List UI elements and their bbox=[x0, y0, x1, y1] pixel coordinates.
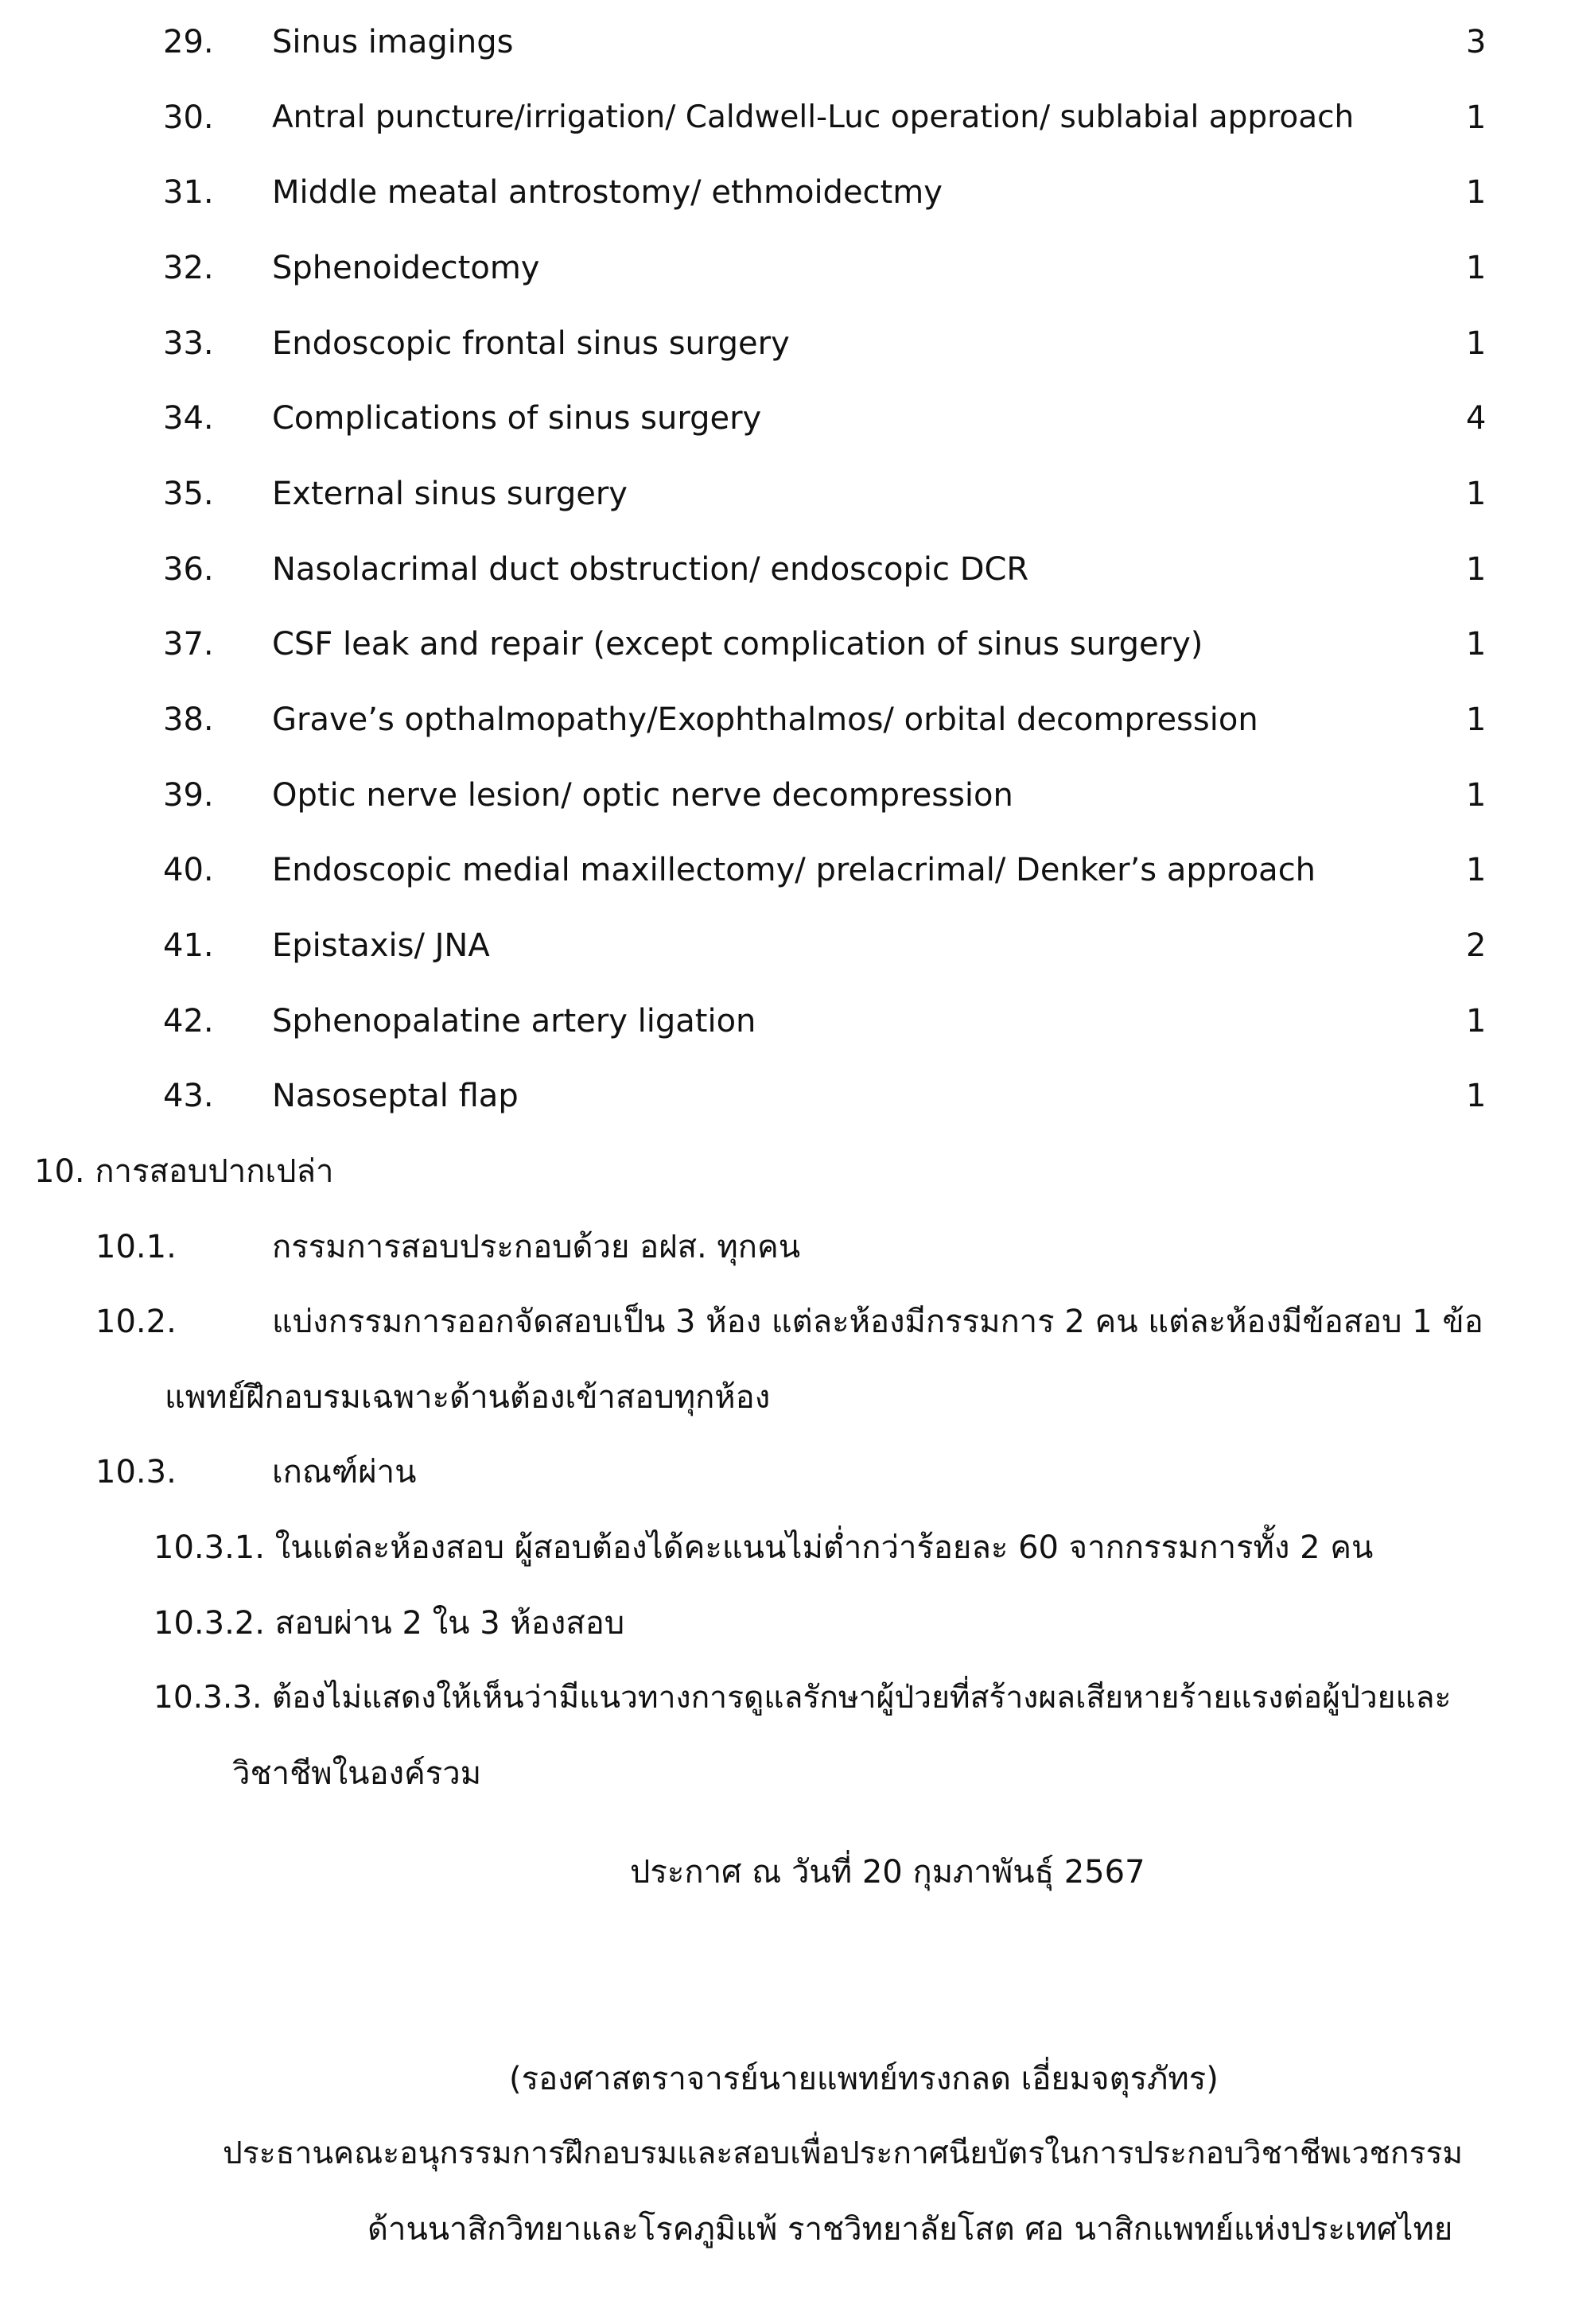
subsection-number: 10.2. bbox=[95, 1304, 177, 1340]
subsection-text: เกณฑ์ผ่าน bbox=[272, 1454, 417, 1490]
subsection-text: กรรมการสอบประกอบด้วย อฝส. ทุกคน bbox=[272, 1229, 801, 1265]
subsection-number: 10.3. bbox=[95, 1454, 177, 1490]
subsection-text-continued: แพทย์ฝึกอบรมเฉพาะด้านต้องเข้าสอบทุกห้อง bbox=[165, 1379, 771, 1416]
topic-count: 2 bbox=[1466, 927, 1487, 964]
criterion-item: 10.3.3. ต้องไม่แสดงให้เห็นว่ามีแนวทางการดูแลรักษาผู้ป่วยที่สร้างผลเสียหายร้ายแรงต่อผู้ป่วยและ bbox=[154, 1680, 1452, 1716]
topic-number: 41. bbox=[163, 927, 214, 964]
topic-count: 4 bbox=[1466, 400, 1487, 437]
topic-count: 1 bbox=[1466, 174, 1487, 211]
topic-count: 1 bbox=[1466, 626, 1487, 663]
topic-count: 1 bbox=[1466, 1003, 1487, 1040]
topic-count: 1 bbox=[1466, 551, 1487, 588]
topic-count: 1 bbox=[1466, 250, 1487, 286]
signatory-title-continued: ด้านนาสิกวิทยาและโรคภูมิแพ้ ราชวิทยาลัยโสต ศอ นาสิกแพทย์แห่งประเทศไทย bbox=[367, 2211, 1453, 2248]
topic-title: Nasoseptal flap bbox=[272, 1078, 519, 1114]
topic-number: 29. bbox=[163, 24, 214, 60]
topic-number: 31. bbox=[163, 174, 214, 211]
topic-count: 1 bbox=[1466, 777, 1487, 814]
topic-number: 40. bbox=[163, 852, 214, 888]
topic-title: External sinus surgery bbox=[272, 476, 628, 512]
topic-title: Complications of sinus surgery bbox=[272, 400, 762, 437]
topic-number: 43. bbox=[163, 1078, 214, 1114]
subsection-number: 10.1. bbox=[95, 1229, 177, 1265]
criterion-item: 10.3.2. สอบผ่าน 2 ใน 3 ห้องสอบ bbox=[154, 1605, 625, 1642]
topic-count: 1 bbox=[1466, 99, 1487, 136]
topic-title: Nasolacrimal duct obstruction/ endoscopic DCR bbox=[272, 551, 1029, 588]
topic-title: Endoscopic frontal sinus surgery bbox=[272, 325, 790, 362]
signatory-title: ประธานคณะอนุกรรมการฝึกอบรมและสอบเพื่อประกาศนียบัตรในการประกอบวิชาชีพเวชกรรม bbox=[223, 2136, 1464, 2171]
section-heading: 10. การสอบปากเปล่า bbox=[34, 1153, 334, 1190]
signatory-name: (รองศาสตราจารย์นายแพทย์ทรงกลด เอี่ยมจตุรภัทร) bbox=[509, 2061, 1219, 2097]
topic-count: 1 bbox=[1466, 325, 1487, 362]
topic-title: Sinus imagings bbox=[272, 24, 514, 60]
topic-title: Sphenopalatine artery ligation bbox=[272, 1003, 756, 1040]
topic-number: 33. bbox=[163, 325, 214, 362]
topic-number: 30. bbox=[163, 99, 214, 136]
topic-title: Sphenoidectomy bbox=[272, 250, 540, 286]
criterion-item-continued: วิชาชีพในองค์รวม bbox=[232, 1755, 482, 1792]
topic-count: 1 bbox=[1466, 852, 1487, 888]
topic-title: Grave’s opthalmopathy/Exophthalmos/ orbital decompression bbox=[272, 701, 1258, 738]
topic-number: 32. bbox=[163, 250, 214, 286]
topic-number: 42. bbox=[163, 1003, 214, 1040]
topic-number: 34. bbox=[163, 400, 214, 437]
topic-count: 1 bbox=[1466, 701, 1487, 738]
criterion-item: 10.3.1. ในแต่ละห้องสอบ ผู้สอบต้องได้คะแนนไม่ต่ำกว่าร้อยละ 60 จากกรรมการทั้ง 2 คน bbox=[154, 1529, 1374, 1566]
topic-count: 3 bbox=[1466, 24, 1487, 60]
topic-title: Middle meatal antrostomy/ ethmoidectmy bbox=[272, 174, 943, 211]
topic-number: 35. bbox=[163, 476, 214, 512]
topic-title: Antral puncture/irrigation/ Caldwell-Luc operation/ sublabial approach bbox=[272, 99, 1355, 135]
announcement-date: ประกาศ ณ วันที่ 20 กุมภาพันธุ์ 2567 bbox=[630, 1854, 1145, 1891]
topic-number: 37. bbox=[163, 626, 214, 663]
topic-title: Optic nerve lesion/ optic nerve decompression bbox=[272, 777, 1013, 814]
topic-number: 39. bbox=[163, 777, 214, 814]
topic-title: Endoscopic medial maxillectomy/ prelacrimal/ Denker’s approach bbox=[272, 852, 1316, 888]
topic-number: 36. bbox=[163, 551, 214, 588]
topic-count: 1 bbox=[1466, 1078, 1487, 1114]
topic-title: CSF leak and repair (except complication of sinus surgery) bbox=[272, 626, 1203, 663]
topic-number: 38. bbox=[163, 701, 214, 738]
topic-title: Epistaxis/ JNA bbox=[272, 927, 490, 964]
topic-count: 1 bbox=[1466, 476, 1487, 512]
subsection-text: แบ่งกรรมการออกจัดสอบเป็น 3 ห้อง แต่ละห้องมีกรรมการ 2 คน แต่ละห้องมีข้อสอบ 1 ข้อ bbox=[272, 1304, 1483, 1340]
